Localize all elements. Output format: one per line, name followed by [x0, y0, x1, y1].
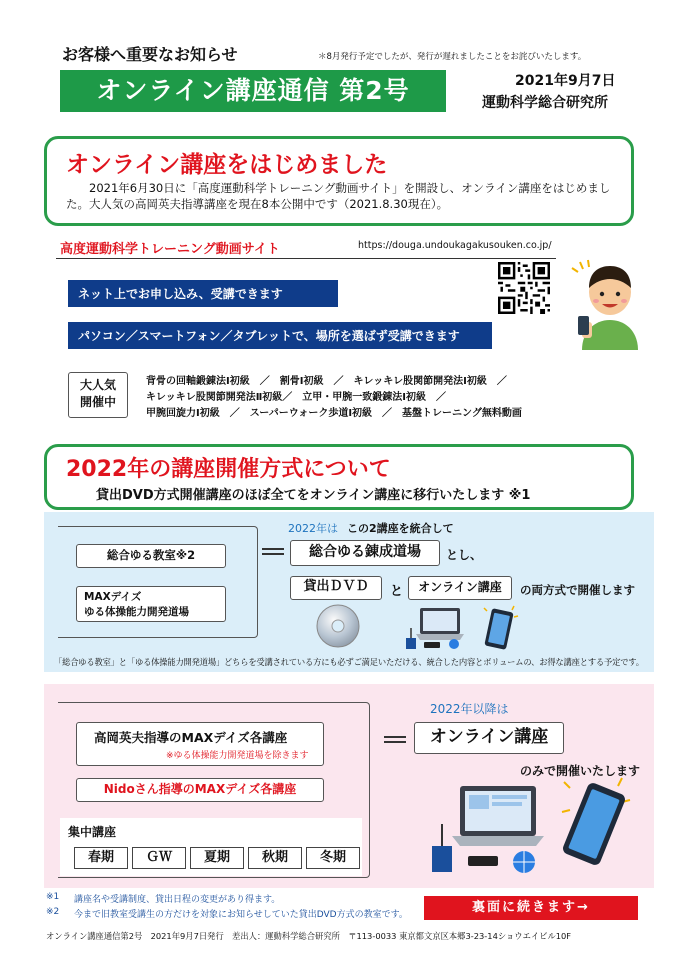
season-list [74, 846, 364, 869]
popular-courses-line-3: 甲腕回旋力Ⅰ初級 ／ スーパーウォーク歩道Ⅰ初級 ／ 基盤トレーニング無料動画 [146, 408, 522, 419]
season-gw: ＧＷ [132, 847, 186, 869]
colophon: オンライン講座通信第2号 2021年9月7日発行 差出人：運動科学総合研究所 〒113-0033 東京都文京区本郷3-23-14ショウエイビル10F [46, 931, 572, 941]
toshi-text: とし、 [446, 548, 483, 562]
site-divider [56, 258, 556, 259]
continue-banner: 裏面に続きます→ [424, 896, 638, 920]
smartphone-icon [478, 602, 522, 650]
course-max-days-line2: ゆる体操能力開発道場 [84, 606, 189, 618]
site-name: 高度運動科学トレーニング動画サイト [60, 242, 280, 257]
popular-courses-line-2: キレッキレ股関節開発法Ⅱ初級／ 立甲・甲腕一致鍛錬法Ⅰ初級 ／ [146, 392, 447, 403]
popular-courses-line-1: 背骨の回軸鍛錬法Ⅰ初級 ／ 割骨Ⅰ初級 ／ キレッキレ股関節開発法Ⅰ初級 ／ [146, 376, 507, 387]
to-text: と [390, 584, 404, 599]
merged-course-name: 総合ゆる錬成道場 [290, 540, 440, 566]
section1-body: 2021年6月30日に「高度運動科学トレーニング動画サイト」を開設し、オンライン講座をはじめました。大人気の高岡英夫指導講座を現在8本公開中です（2021.8.30現在）。 [66, 181, 611, 211]
blue-block-footnote: 「総合ゆる教室」と「ゆる体操能力開発道場」どちらを受講されている方にも必ずご満足いただける、統合した内容とボリュームの、お得な講座とする予定です。 [54, 657, 644, 667]
season-summer: 夏期 [190, 847, 244, 869]
issue-date: 2021年9月7日 [515, 73, 616, 89]
notice-label: お客様へ重要なお知らせ [62, 45, 238, 64]
equals-sign-1 [262, 548, 284, 555]
note2-text: 今まで旧教室受講生の方だけを対象にお知らせしていた貸出DVD方式の教室です。 [74, 910, 408, 920]
online-course-label: オンライン講座 [408, 576, 512, 600]
merge-text-b: この2講座を統合して [347, 522, 454, 535]
course-sougou-yuru: 総合ゆる教室※2 [76, 544, 226, 568]
section2-heading: 2022年の講座開催方式について [66, 457, 391, 482]
site-url[interactable]: https://douga.undoukagakusouken.co.jp/ [358, 240, 552, 251]
dvd-disc-icon [316, 604, 360, 648]
online-only-label: オンライン講座 [414, 722, 564, 754]
section1-heading: オンライン講座をはじめました [66, 152, 388, 178]
banner-any-device: パソコン／スマートフォン／タブレットで、場所を選ばず受講できます [68, 322, 492, 349]
equals-sign-2 [384, 736, 406, 743]
note2-mark: ※2 [46, 907, 60, 917]
laptop-router-large-icon [424, 780, 548, 876]
merge-text-a: 2022年は [288, 522, 338, 535]
from-2022-text: 2022年以降は [430, 702, 509, 716]
season-spring: 春期 [74, 847, 128, 869]
banner-apply-online: ネット上でお申し込み、受講できます [68, 280, 338, 307]
course-max-days-line1: MAXデイズ [84, 591, 142, 603]
popular-label-2: 開催中 [80, 395, 117, 409]
smartphone-large-icon [556, 772, 636, 872]
both-methods-text: の両方式で開催します [520, 583, 635, 597]
section2-subheading: 貸出DVD方式開催講座のほぼ全てをオンライン講座に移行いたします ※1 [96, 488, 531, 503]
title-banner: オンライン講座通信 第2号 [60, 70, 446, 112]
popular-label-1: 大人気 [80, 378, 117, 392]
season-winter: 冬期 [306, 847, 360, 869]
course-takaoka-max-label: 高岡英夫指導のMAXデイズ各講座 [94, 730, 288, 745]
laptop-router-icon [402, 604, 468, 650]
org-name: 運動科学総合研究所 [482, 95, 608, 111]
note1-text: 講座名や受講制度、貸出日程の変更があり得ます。 [74, 895, 281, 905]
course-takaoka-max-note: ※ゆる体操能力開発道場を除きます [166, 751, 309, 761]
note1-mark: ※1 [46, 892, 60, 902]
boy-with-smartphone-illustration [568, 258, 650, 350]
delay-note: ＊8月発行予定でしたが、発行が遅れましたことをお詫びいたします。 [318, 52, 587, 62]
course-nido-max: Nidoさん指導のMAXデイズ各講座 [76, 778, 324, 802]
qr-code-icon[interactable] [498, 262, 550, 314]
rental-dvd-label: 貸出ＤＶＤ [290, 576, 382, 600]
only-hold-text: のみで開催いたします [520, 764, 641, 778]
season-autumn: 秋期 [248, 847, 302, 869]
intensive-label: 集中講座 [68, 825, 117, 839]
